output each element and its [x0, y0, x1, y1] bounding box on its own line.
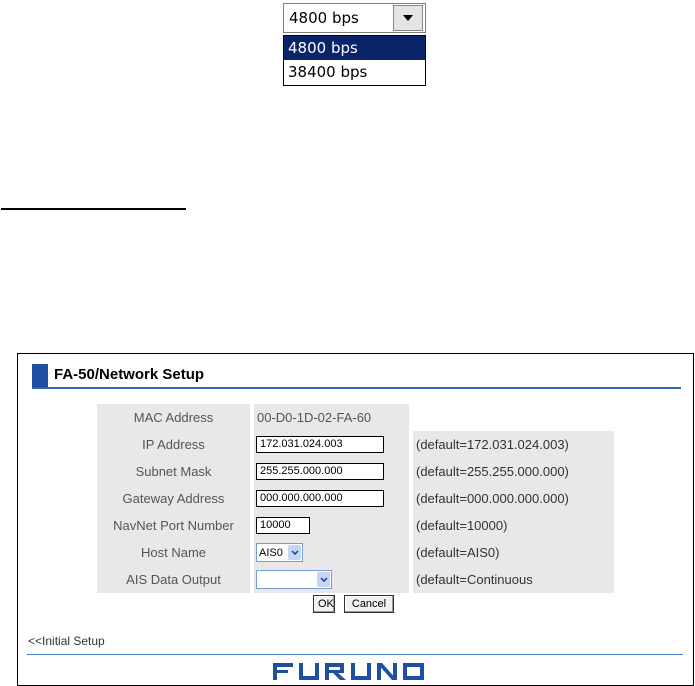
navnet-port-default: (default=10000) — [413, 512, 614, 539]
ip-address-input[interactable]: 172.031.024.003 — [256, 436, 384, 453]
table-row — [97, 512, 614, 539]
host-name-default: (default=AIS0) — [413, 539, 614, 566]
table-row — [97, 404, 614, 431]
navnet-port-label: NavNet Port Number — [97, 512, 250, 539]
subnet-mask-default: (default=255.255.000.000) — [413, 458, 614, 485]
ip-address-label: IP Address — [97, 431, 250, 458]
gateway-address-cell — [254, 485, 409, 512]
network-setup-panel — [17, 353, 694, 686]
table-row — [97, 485, 614, 512]
gateway-address-label: Gateway Address — [97, 485, 250, 512]
ok-button[interactable]: OK — [313, 595, 335, 613]
gateway-address-default: (default=000.000.000.000) — [413, 485, 614, 512]
mac-address-default — [413, 404, 614, 431]
host-name-selected: AIS0 — [259, 546, 283, 559]
mac-address-label: MAC Address — [97, 404, 250, 431]
chevron-down-icon — [288, 545, 301, 560]
triangle-down-icon — [403, 15, 413, 21]
subnet-mask-label: Subnet Mask — [97, 458, 250, 485]
ais-data-output-select[interactable] — [256, 570, 332, 589]
gateway-address-input[interactable]: 000.000.000.000 — [256, 490, 384, 507]
table-row — [97, 566, 614, 593]
subnet-mask-cell — [254, 458, 409, 485]
subnet-mask-input[interactable]: 255.255.000.000 — [256, 463, 384, 480]
cancel-button[interactable]: Cancel — [344, 595, 394, 613]
ais-data-output-default: (default=Continuous — [413, 566, 614, 593]
footer-divider — [27, 654, 683, 655]
settings-table — [97, 404, 614, 593]
title-marker — [32, 364, 48, 387]
mac-address-value: 00-D0-1D-02-FA-60 — [254, 404, 409, 431]
heading-underline — [1, 208, 186, 210]
navnet-port-cell — [254, 512, 409, 539]
table-row — [97, 539, 614, 566]
dropdown-arrow-button[interactable] — [393, 5, 423, 31]
ip-address-cell — [254, 431, 409, 458]
table-row — [97, 458, 614, 485]
baud-rate-option-38400[interactable]: 38400 bps — [288, 63, 368, 81]
chevron-down-icon — [317, 572, 330, 587]
ais-data-output-cell — [254, 566, 409, 593]
ais-data-output-label: AIS Data Output — [97, 566, 250, 593]
table-row — [97, 431, 614, 458]
navnet-port-input[interactable]: 10000 — [256, 517, 310, 534]
page-title: FA-50/Network Setup — [54, 366, 205, 383]
baud-rate-option-4800[interactable]: 4800 bps — [284, 36, 425, 60]
baud-rate-select[interactable] — [283, 3, 426, 33]
host-name-cell — [254, 539, 409, 566]
initial-setup-link[interactable]: <<Initial Setup — [28, 634, 105, 648]
ip-address-default: (default=172.031.024.003) — [413, 431, 614, 458]
host-name-label: Host Name — [97, 539, 250, 566]
baud-rate-options-list — [283, 35, 426, 86]
host-name-select[interactable] — [256, 543, 303, 562]
baud-rate-selected-value: 4800 bps — [289, 9, 359, 27]
title-divider — [32, 387, 681, 389]
form-buttons — [313, 595, 394, 613]
furuno-logo — [273, 663, 425, 680]
